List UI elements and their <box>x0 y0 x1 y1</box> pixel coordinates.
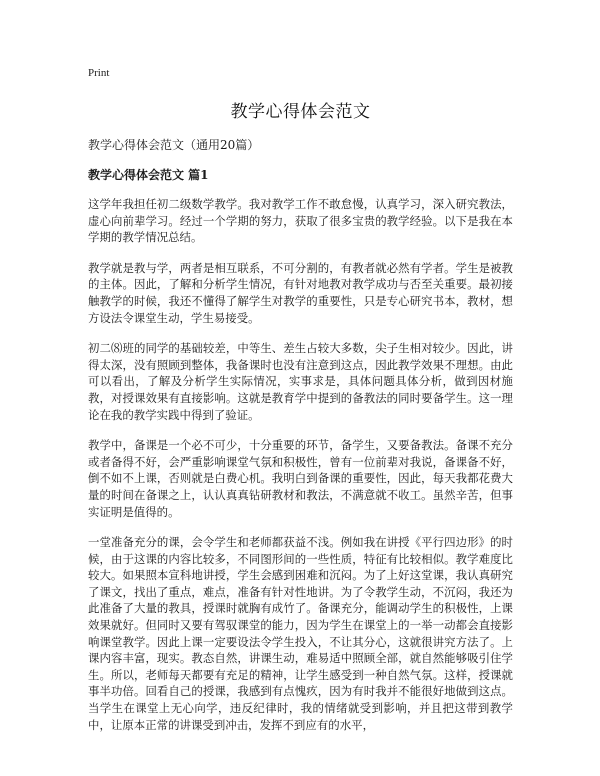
paragraph-2: 教学就是教与学，两者是相互联系，不可分割的，有教者就必然有学者。学生是被教的主体。因此，了解和分析学生情况，有针对地教对教学成功与否至关重要。最初接触教学的时候，我还不懂得了解学生对教学的重要性，只是专心研究书本，教材，想方设法令课堂生动，学生易接受。 <box>88 260 513 325</box>
document-title: 教学心得体会范文 <box>230 102 371 122</box>
print-link[interactable]: Print <box>88 67 110 79</box>
paragraph-1: 这学年我担任初二级数学教学。我对教学工作不敢怠慢，认真学习，深入研究教法，虚心向前辈学习。经过一个学期的努力，获取了很多宝贵的教学经验。以下是我在本学期的教学情况总结。 <box>88 197 513 245</box>
document-subtitle: 教学心得体会范文（通用20篇） <box>88 138 260 152</box>
paragraph-3: 初二⑻班的同学的基础较差，中等生、差生占较大多数，尖子生相对较少。因此，讲得太深，没有照顾到整体，我备课时也没有注意到这点，因此教学效果不理想。由此可以看出，了解及分析学生实际情况，实事求是，具体问题具体分析，做到因材施教，对授课效果有直接影响。这就是教育学中提到的备教法的同时要备学生。这一理论在我的教学实践中得到了验证。 <box>88 341 513 422</box>
section-heading: 教学心得体会范文 篇1 <box>88 168 209 182</box>
paragraph-4: 教学中，备课是一个必不可少，十分重要的环节，备学生，又要备教法。备课不充分或者备得不好，会严重影响课堂气氛和积极性，曾有一位前辈对我说，备课备不好，倒不如不上课，否则就是白费心机。我明白到备课的重要性，因此，每天我都花费大量的时间在备课之上，认认真真钻研教材和教法，不满意就不收工。虽然辛苦，但事实证明是值得的。 <box>88 438 513 519</box>
document-page <box>88 66 513 747</box>
paragraph-5: 一堂准备充分的课，会令学生和老师都获益不浅。例如我在讲授《平行四边形》的时候，由于这课的内容比较多，不同图形间的一些性质，特征有比较相似。教学难度比较大。如果照本宣科地讲授，学生会感到困难和沉闷。为了上好这堂课，我认真研究了课文，找出了重点，难点，准备有针对性地讲。为了令教学生动，不沉闷，我还为此准备了大量的教具，授课时就胸有成竹了。备课充分，能调动学生的积极性，上课效果就好。但同时又要有驾驭课堂的能力，因为学生在课堂上的一举一动都会直接影响课堂教学。因此上课一定要设法令学生投入，不让其分心，这就很讲究方法了。上课内容丰富，现实。教态自然，讲课生动，难易适中照顾全部，就自然能够吸引住学生。所以，老师每天都要有充足的精神，让学生感受到一种自然气氛。这样，授课就事半功倍。回看自己的授课，我感到有点愧疚，因为有时我并不能很好地做到这点。当学生在课堂上无心向学，违反纪律时，我的情绪就受到影响，并且把这带到教学中，让原本正常的讲课受到冲击，发挥不到应有的水平， <box>88 535 513 732</box>
